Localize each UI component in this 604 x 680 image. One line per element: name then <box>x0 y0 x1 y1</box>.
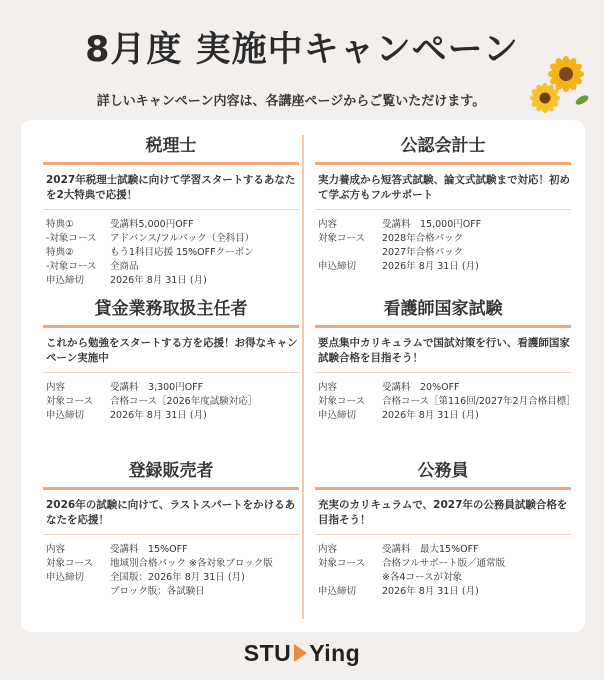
detail-key: 内容 <box>318 544 338 555</box>
detail-key: 内容 <box>46 382 66 393</box>
detail-key: 対象コース <box>318 558 366 569</box>
card-details <box>315 218 571 274</box>
detail-value: 受講料5,000円OFF <box>110 219 194 230</box>
detail-key: 特典② <box>46 247 74 258</box>
card-details <box>43 543 299 599</box>
column-divider <box>302 135 304 619</box>
detail-row <box>318 543 571 557</box>
detail-value: 合格コース［第116回/2027年2月合格目標］ <box>382 396 576 407</box>
detail-key <box>318 571 382 585</box>
detail-value: 2026年 8月 31日 (月) <box>110 410 207 421</box>
card-title-rule <box>43 487 299 490</box>
detail-key <box>46 585 110 599</box>
studying-logo[interactable] <box>0 640 604 667</box>
detail-row <box>46 381 299 395</box>
detail-key: -対象コース <box>46 233 97 244</box>
detail-row <box>46 218 299 232</box>
card-title-rule <box>315 325 571 328</box>
detail-value: 受講料 3,300円OFF <box>110 382 204 393</box>
campaign-card-civil-servant <box>315 458 571 599</box>
page-title: 8月度 実施中キャンペーン <box>85 30 519 70</box>
card-details <box>315 543 571 599</box>
campaign-card-nursing-exam <box>315 296 576 423</box>
detail-value: 2027年合格パック <box>382 247 464 258</box>
campaign-card-tax-accountant <box>43 133 299 288</box>
detail-row <box>46 571 299 585</box>
detail-row <box>46 260 299 274</box>
detail-row <box>46 395 299 409</box>
detail-value: ※各4コースが対象 <box>382 572 463 583</box>
detail-row <box>318 395 576 409</box>
detail-value: 2026年 8月 31日 (月) <box>382 261 479 272</box>
logo-text-left: STU <box>243 640 292 666</box>
detail-key: 内容 <box>318 219 338 230</box>
detail-key: 対象コース <box>46 396 94 407</box>
card-description: 充実のカリキュラムで、2027年の公務員試験合格を目指そう！ <box>315 498 571 535</box>
detail-value: 全国版：2026年 8月 31日 (月) <box>110 572 245 583</box>
detail-row <box>46 274 299 288</box>
detail-key: 申込締切 <box>318 586 357 597</box>
card-title-rule <box>43 325 299 328</box>
detail-value: 2028年合格パック <box>382 233 464 244</box>
detail-key: -対象コース <box>46 261 97 272</box>
detail-row <box>46 585 299 599</box>
detail-key <box>318 246 382 260</box>
card-details <box>43 381 299 423</box>
card-title-rule <box>43 162 299 165</box>
card-title: 公務員 <box>417 461 469 481</box>
detail-key: 対象コース <box>318 233 366 244</box>
detail-value: 2026年 8月 31日 (月) <box>110 275 207 286</box>
campaign-card-registered-seller <box>43 458 299 599</box>
detail-value: 受講料 最大15%OFF <box>382 544 479 555</box>
detail-value: 合格フルサポート版／通常版 <box>382 558 506 569</box>
card-title: 税理士 <box>145 136 197 156</box>
card-details <box>315 381 576 423</box>
detail-value: 合格コース［2026年度試験対応］ <box>110 396 258 407</box>
detail-key: 申込締切 <box>318 261 357 272</box>
detail-row <box>318 246 571 260</box>
detail-value: 全商品 <box>110 261 139 272</box>
card-description: 実力養成から短答式試験、論文式試験まで対応！初めて学ぶ方もフルサポート <box>315 173 571 210</box>
play-icon <box>294 644 307 662</box>
detail-value: アドバンス/フルパック（全科目） <box>110 233 255 244</box>
detail-value: もう1科目応援 15%OFFクーポン <box>110 247 254 258</box>
detail-row <box>318 381 571 395</box>
detail-key: 申込締切 <box>318 410 357 421</box>
card-title: 公認会計士 <box>400 136 486 156</box>
sunflower-decoration <box>520 56 600 122</box>
detail-value: 2026年 8月 31日 (月) <box>382 410 479 421</box>
detail-key: 特典① <box>46 219 74 230</box>
card-description: 2027年税理士試験に向けて学習スタートするあなたを2大特典で応援！ <box>43 173 299 210</box>
detail-row <box>318 557 571 571</box>
card-title-rule <box>315 487 571 490</box>
card-title: 貸金業務取扱主任者 <box>94 299 248 319</box>
page-subtitle: 詳しいキャンペーン内容は、各講座ページからご覧いただけます。 <box>96 94 486 109</box>
logo-text-right: Ying <box>309 640 361 666</box>
detail-row <box>46 246 299 260</box>
detail-value: 地域別合格パック ※各対象ブロック版 <box>110 558 273 569</box>
card-title: 登録販売者 <box>128 461 214 481</box>
detail-row <box>318 585 571 599</box>
detail-row <box>46 409 299 423</box>
detail-row <box>46 543 299 557</box>
card-description: 2026年の試験に向けて、ラストスパートをかけるあなたを応援！ <box>43 498 299 535</box>
card-description: これから勉強をスタートする方を応援！お得なキャンペーン実施中 <box>43 336 299 373</box>
card-details <box>43 218 299 288</box>
detail-row <box>318 232 571 246</box>
detail-value: 受講料 15%OFF <box>110 544 188 555</box>
detail-key: 対象コース <box>46 558 94 569</box>
detail-value: ブロック版：各試験日 <box>110 586 205 597</box>
detail-row <box>46 232 299 246</box>
detail-value: 受講料 20%OFF <box>382 382 460 393</box>
detail-value: 2026年 8月 31日 (月) <box>382 586 479 597</box>
detail-key: 申込締切 <box>46 410 85 421</box>
detail-row <box>318 409 571 423</box>
detail-key: 申込締切 <box>46 275 85 286</box>
campaign-card-cpa <box>315 133 571 274</box>
detail-row <box>318 218 571 232</box>
detail-value: 受講料 15,000円OFF <box>382 219 482 230</box>
detail-row <box>46 557 299 571</box>
card-description: 要点集中カリキュラムで国試対策を行い、看護師国家試験合格を目指そう！ <box>315 336 571 373</box>
card-title-rule <box>315 162 571 165</box>
campaign-card-money-lending <box>43 296 299 423</box>
detail-row <box>318 571 571 585</box>
card-title: 看護師国家試験 <box>383 299 503 319</box>
detail-key: 内容 <box>318 382 338 393</box>
detail-row <box>318 260 571 274</box>
detail-key: 申込締切 <box>46 572 85 583</box>
detail-key: 内容 <box>46 544 66 555</box>
detail-key: 対象コース <box>318 396 366 407</box>
